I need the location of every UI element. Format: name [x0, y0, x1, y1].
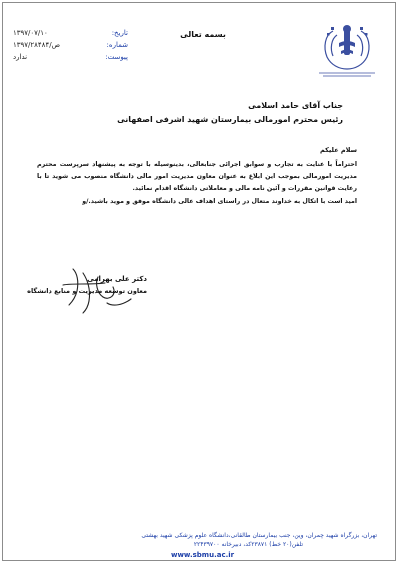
signature-block: [27, 271, 153, 317]
signatory-title: معاون توسعه مدیریت و منابع دانشگاه: [27, 287, 147, 295]
salutation: سلام علیکم: [320, 146, 357, 154]
footer-phone: تلفن(۲۰ خط) ۲۳۸۷۱کد، دبیرخانه ۲۲۴۳۹۷۰۰: [193, 541, 303, 548]
date-label: تاریخ:: [111, 29, 128, 37]
footer-website-link[interactable]: www.sbmu.ac.ir: [171, 551, 235, 559]
meta-attachment-row: [13, 51, 128, 63]
footer-address: تهران، بزرگراه شهید چمران، وین، جنب بیمارستان طالقانی،دانشگاه علوم پزشکی شهید بهشتی: [141, 532, 377, 539]
date-value: ۱۳۹۷/۰۷/۱۰: [13, 29, 48, 37]
addressee-position: رئیس محترم امورمالی بیمارستان شهید اشرفی اصفهانی: [117, 115, 343, 124]
attachment-label: پیوست:: [105, 53, 128, 61]
addressee-block: [43, 99, 343, 127]
number-label: شماره:: [106, 41, 128, 49]
attachment-value: ندارد: [13, 53, 28, 61]
document-page: [2, 2, 396, 561]
number-value: ۱۳۹۷/ص/۲۸۴۸۴: [13, 41, 61, 49]
letter-body: احتراماً با عنایت به تجارب و سوابق اجرائی جنابعالی، بدینوسیله با توجه به پیشنهاد سرپرست محترم مدیریت امورمالی بموجب این ابلاغ به عنوان معاون مدیریت امور مالی دانشگاه منصوب می شوید تا با رعایت قوانین مقررات و آئین نامه مالی و معاملاتی دانشگاه اقدام نمائید.: [37, 161, 357, 192]
meta-date-row: [13, 27, 128, 39]
closing-line: امید است با اتکال به خداوند متعال در راستای اهداف عالی دانشگاه موفق و موید باشید./و: [82, 198, 357, 205]
bismillah-heading: بسمه تعالی: [180, 30, 226, 39]
university-emblem-icon: [311, 21, 383, 81]
meta-number-row: [13, 39, 128, 51]
letter-meta: [13, 27, 128, 63]
signatory-name: دکتر علی بهرامی: [87, 275, 147, 283]
addressee-name: جناب آقای حامد اسلامی: [248, 101, 343, 110]
